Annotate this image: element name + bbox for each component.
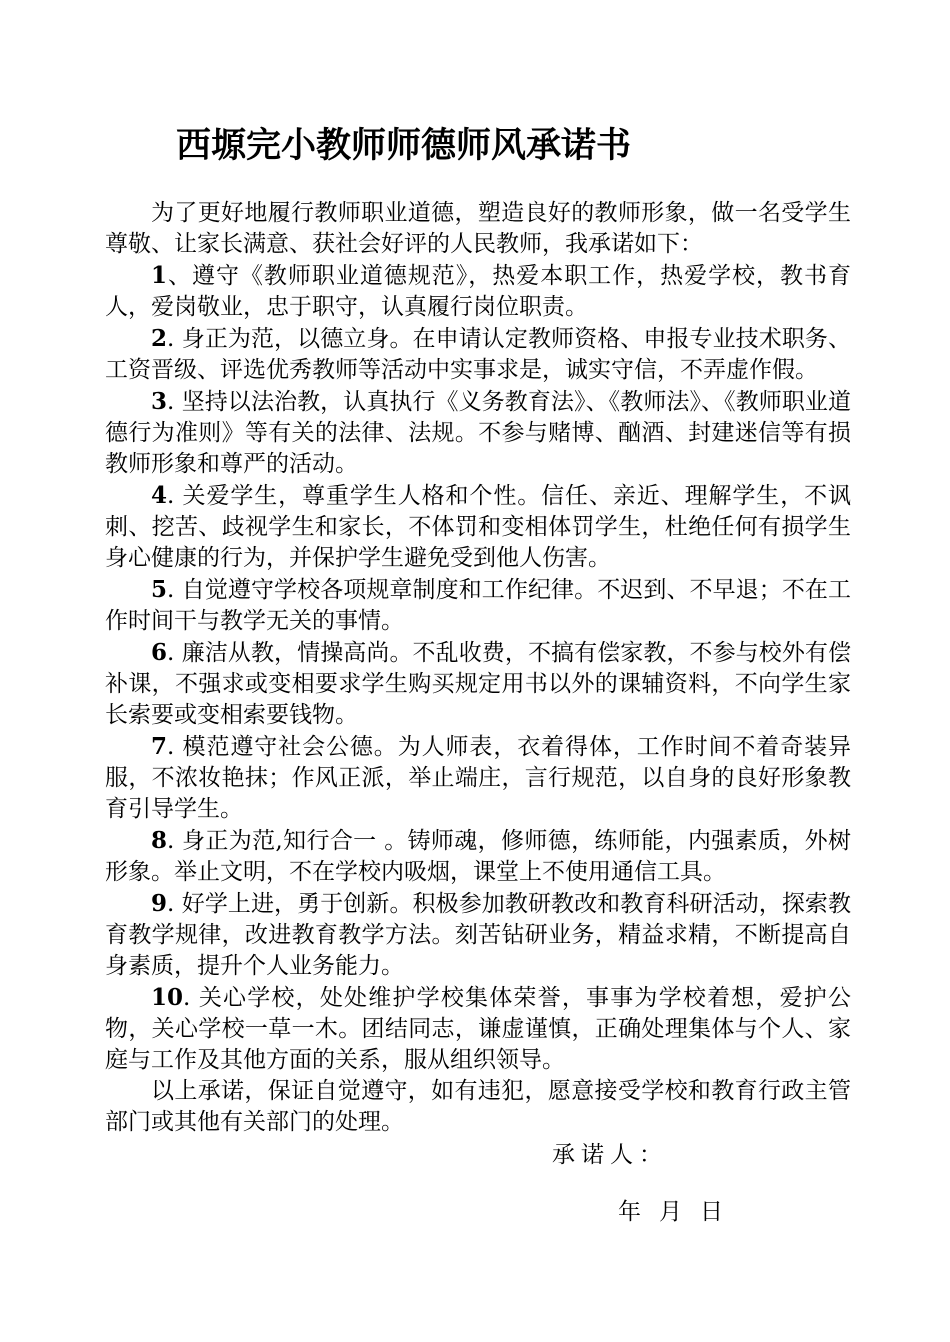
pledge-item-number: 2 (151, 325, 168, 352)
pledge-item-separator: . (167, 640, 182, 666)
intro-paragraph: 为了更好地履行教师职业道德，塑造良好的教师形象，做一名受学生尊敬、让家长满意、获社会好评的人民教师，我承诺如下： (105, 200, 851, 257)
pledge-item-text: 好学上进，勇于创新。积极参加教研教改和教育科研活动，探索教育教学规律，改进教育教学方法。刻苦钻研业务，精益求精，不断提高自身素质，提升个人业务能力。 (105, 891, 852, 979)
date-month-label: 月 (659, 1199, 682, 1225)
date-day-label: 日 (700, 1199, 723, 1225)
signer-label: 承诺人： (552, 1142, 668, 1168)
pledge-item-separator: . (167, 483, 183, 509)
pledge-item-separator: . (167, 326, 182, 352)
pledge-item-number: 7 (151, 733, 168, 760)
pledge-item-separator: . (167, 734, 183, 760)
pledge-item-10 (105, 982, 851, 1076)
pledge-item-2 (105, 323, 851, 386)
pledge-item-5 (105, 574, 851, 637)
pledge-item-number: 5 (151, 576, 168, 603)
pledge-item-text: 自觉遵守学校各项规章制度和工作纪律。不迟到、不早退；不在工作时间干与教学无关的事情。 (105, 577, 852, 634)
pledge-item-text: 廉洁从教，情操高尚。不乱收费，不搞有偿家教，不参与校外有偿补课，不强求或变相要求学生购买规定用书以外的课辅资料，不向学生家长索要或变相索要钱物。 (105, 640, 852, 728)
pledge-item-7 (105, 731, 851, 825)
document-title: 西塬完小教师师德师风承诺书 (176, 126, 632, 166)
pledge-item-4 (105, 480, 851, 574)
pledge-item-separator: . (167, 389, 182, 415)
pledge-item-text: 模范遵守社会公德。为人师表，衣着得体，工作时间不着奇装异服，不浓妆艳抹；作风正派，举止端庄，言行规范，以自身的良好形象教育引导学生。 (105, 734, 852, 822)
pledge-item-number: 1 (151, 262, 168, 289)
pledge-item-9 (105, 888, 851, 982)
document-body (105, 198, 851, 1138)
pledge-item-text: 坚持以法治教，认真执行《义务教育法》、《教师法》、《教师职业道德行为准则》等有关的法律、法规。不参与赌博、酗酒、封建迷信等有损教师形象和尊严的活动。 (105, 389, 852, 477)
pledge-item-6 (105, 637, 851, 731)
closing-paragraph: 以上承诺，保证自觉遵守，如有违犯，愿意接受学校和教育行政主管部门或其他有关部门的处理。 (105, 1078, 851, 1135)
pledge-item-separator: . (167, 891, 182, 917)
pledge-item-text: 关爱学生，尊重学生人格和个性。信任、亲近、理解学生，不讽刺、挖苦、歧视学生和家长，不体罚和变相体罚学生，杜绝任何有损学生身心健康的行为，并保护学生避免受到他人伤害。 (105, 483, 852, 571)
pledge-item-number: 8 (151, 827, 168, 854)
pledge-item-3 (105, 386, 851, 480)
pledge-item-number: 9 (151, 890, 168, 917)
pledge-item-number: 3 (151, 388, 168, 415)
pledge-item-text: 身正为范，以德立身。在申请认定教师资格、申报专业技术职务、工资晋级、评选优秀教师等活动中实事求是，诚实守信，不弄虚作假。 (105, 326, 852, 383)
pledge-item-separator: 、 (167, 263, 192, 289)
pledge-item-separator: . (167, 577, 182, 603)
pledge-item-number: 4 (151, 482, 168, 509)
pledge-item-separator: . (183, 985, 199, 1011)
signature-date (618, 1195, 723, 1229)
pledge-item-1 (105, 260, 851, 323)
pledge-item-8 (105, 825, 851, 888)
pledge-item-text: 身正为范,知行合一 。铸师魂，修师德，练师能，内强素质，外树形象。举止文明，不在学校内吸烟，课堂上不使用通信工具。 (105, 828, 851, 885)
pledge-item-text: 遵守《教师职业道德规范》，热爱本职工作，热爱学校，教书育人，爱岗敬业，忠于职守，认真履行岗位职责。 (105, 263, 852, 320)
pledge-item-separator: . (167, 828, 182, 854)
pledge-item-text: 关心学校，处处维护学校集体荣誉，事事为学校着想，爱护公物，关心学校一草一木。团结同志，谦虚谨慎，正确处理集体与个人、家庭与工作及其他方面的关系，服从组织领导。 (105, 985, 852, 1073)
pledge-item-number: 10 (151, 984, 184, 1011)
pledge-item-number: 6 (151, 639, 168, 666)
date-year-label: 年 (618, 1199, 641, 1225)
